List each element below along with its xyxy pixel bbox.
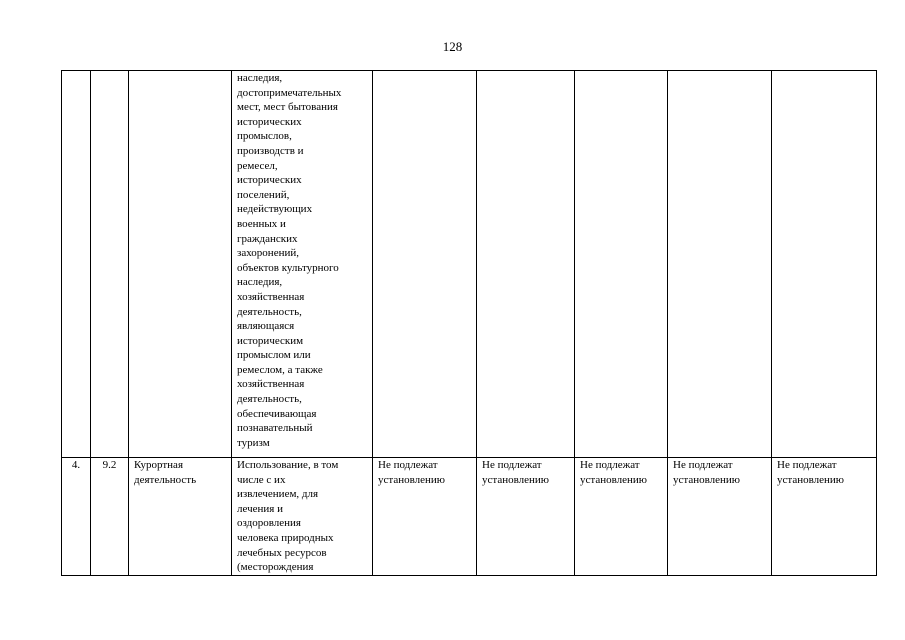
parameter-cell-3	[575, 71, 668, 458]
activity-name-cell: Курортная деятельность	[129, 458, 232, 576]
row-number-cell	[62, 71, 91, 458]
table-row	[62, 71, 877, 458]
parameter-cell-1: Не подлежат установлению	[373, 458, 477, 576]
parameter-cell-5	[772, 71, 877, 458]
land-use-table	[61, 70, 877, 576]
page-number: 128	[442, 39, 463, 54]
parameter-cell-1	[373, 71, 477, 458]
parameter-cell-4: Не подлежат установлению	[668, 458, 772, 576]
parameter-cell-2	[477, 71, 575, 458]
code-cell	[91, 71, 129, 458]
table-row	[62, 458, 877, 576]
parameter-cell-3: Не подлежат установлению	[575, 458, 668, 576]
code-cell: 9.2	[91, 458, 129, 576]
description-cell: наследия, достопримечательных мест, мест бытования исторических промыслов, производств и ремесел, исторических поселений, недействующих военных и гражданских захоронений, объектов культурного наследия, хозяйственная деятельность, являющаяся историческим промыслом или ремеслом, а также хозяйственная деятельность, обеспечивающая познавательный туризм	[232, 71, 373, 458]
parameter-cell-4	[668, 71, 772, 458]
parameter-cell-5: Не подлежат установлению	[772, 458, 877, 576]
description-cell: Использование, в том числе с их извлечением, для лечения и оздоровления человека природных лечебных ресурсов (месторождения	[232, 458, 373, 576]
parameter-cell-2: Не подлежат установлению	[477, 458, 575, 576]
activity-name-cell	[129, 71, 232, 458]
row-number-cell: 4.	[62, 458, 91, 576]
